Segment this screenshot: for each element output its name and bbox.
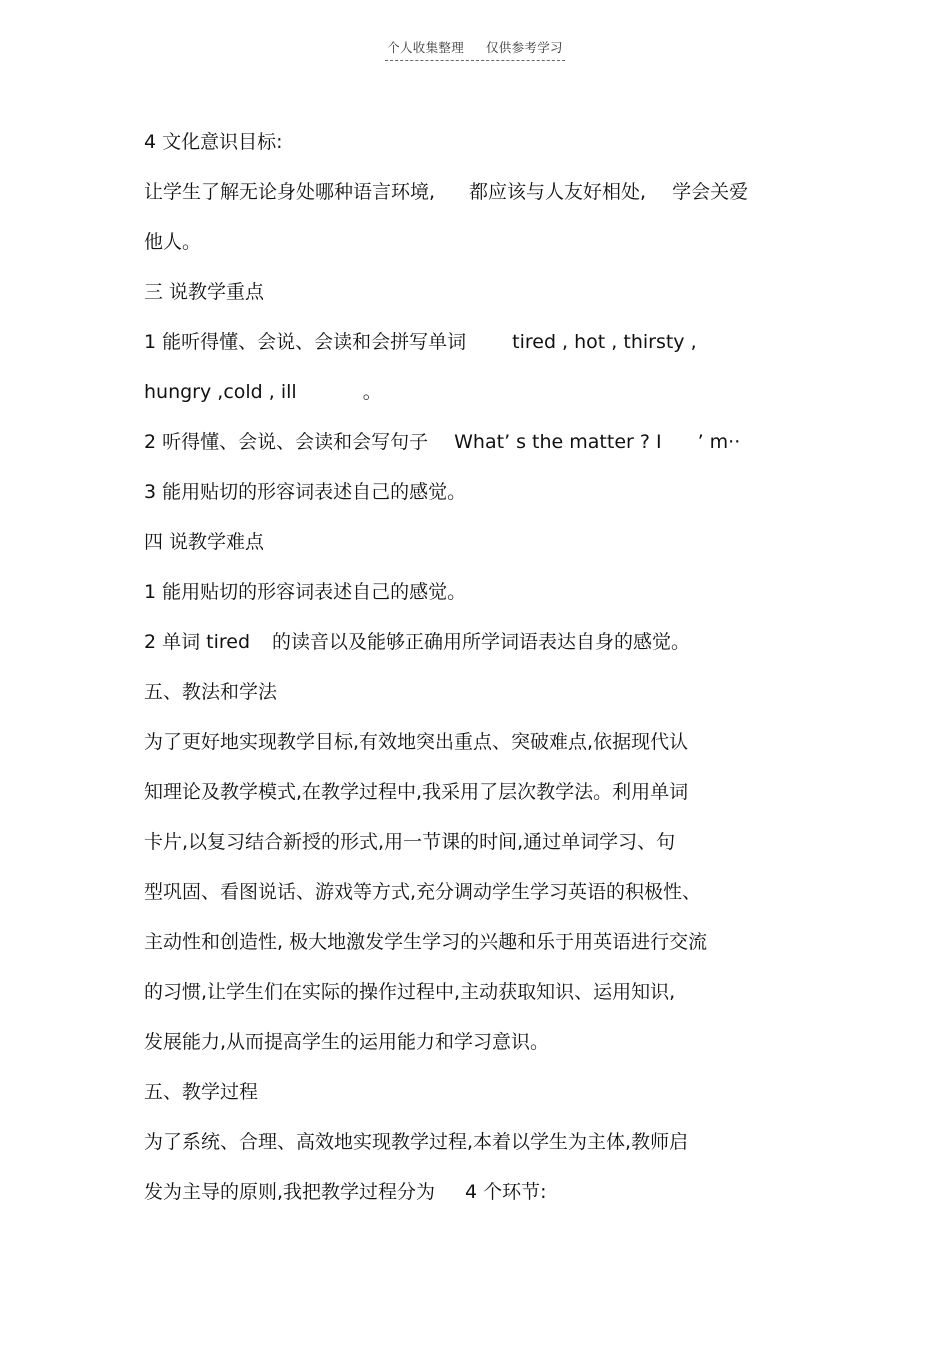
header-left-text: 个人收集整理 <box>387 40 464 55</box>
section-5-process-heading: 五、教学过程 <box>144 1081 259 1103</box>
list-item: 1 能听得懂、会说、会读和会拼写单词 tired , hot , thirsty , <box>144 331 697 353</box>
section-5-methods-heading: 五、教法和学法 <box>144 681 278 703</box>
section-4-difficulties-heading: 四 说教学难点 <box>144 531 265 553</box>
paragraph-line: 知理论及教学模式,在教学过程中,我采用了层次教学法。利用单词 <box>144 781 689 803</box>
list-item: 2 听得懂、会说、会读和会写句子 What’ s the matter ? I ’ m·· <box>144 431 741 453</box>
paragraph-line: 为了系统、合理、高效地实现教学过程,本着以学生为主体,教师启 <box>144 1131 689 1153</box>
paragraph-line: 让学生了解无论身处哪种语言环境, 都应该与人友好相处, 学会关爱 <box>144 181 749 203</box>
list-item: 2 单词 tired 的读音以及能够正确用所学词语表达自身的感觉。 <box>144 631 691 653</box>
paragraph-line: 发展能力,从而提高学生的运用能力和学习意识。 <box>144 1031 550 1053</box>
paragraph-line: 卡片,以复习结合新授的形式,用一节课的时间,通过单词学习、句 <box>144 831 676 853</box>
header-right-text: 仅供参考学习 <box>486 40 563 55</box>
paragraph-line: 的习惯,让学生们在实际的操作过程中,主动获取知识、运用知识, <box>144 981 676 1003</box>
page-header <box>0 38 950 61</box>
section-4-culture-heading: 4 文化意识目标: <box>144 131 283 153</box>
paragraph-line: 为了更好地实现教学目标,有效地突出重点、突破难点,依据现代认 <box>144 731 689 753</box>
paragraph-line: 主动性和创造性, 极大地激发学生学习的兴趣和乐于用英语进行交流 <box>144 931 708 953</box>
section-3-key-points-heading: 三 说教学重点 <box>144 281 265 303</box>
paragraph-line: 发为主导的原则,我把教学过程分为 4 个环节: <box>144 1181 547 1203</box>
paragraph-line: 型巩固、看图说话、游戏等方式,充分调动学生学习英语的积极性、 <box>144 881 702 903</box>
list-item-continuation: hungry ,cold , ill 。 <box>144 381 382 403</box>
list-item: 1 能用贴切的形容词表述自己的感觉。 <box>144 581 467 603</box>
list-item: 3 能用贴切的形容词表述自己的感觉。 <box>144 481 467 503</box>
header-rule <box>385 38 565 61</box>
paragraph-line: 他人。 <box>144 231 202 253</box>
